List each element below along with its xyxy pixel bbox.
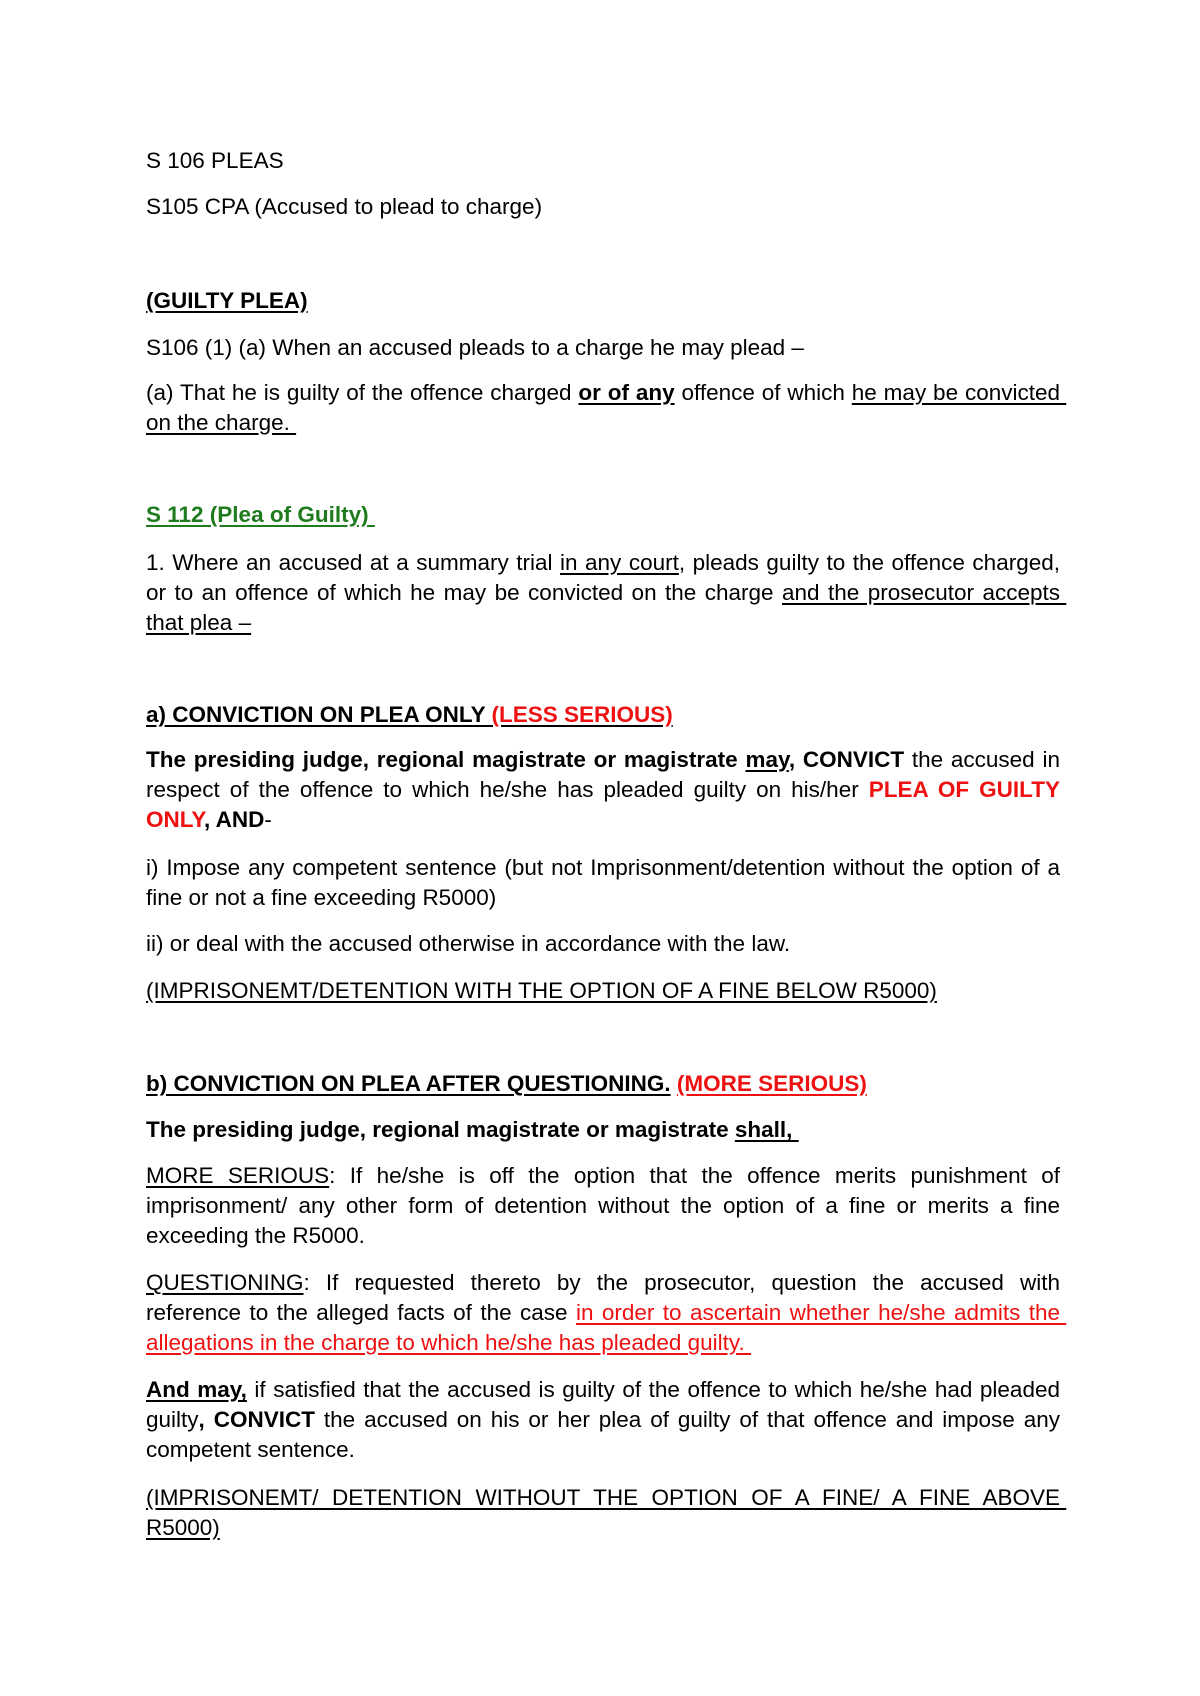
section-a-item-i [146,853,1067,913]
section-b-shall: shall, [734,1117,799,1142]
section-b-summary-text: (IMPRISONEMT/ DETENTION WITHOUT THE OPTION OF A FINE/ A FINE ABOVE R5000) [146,1485,1067,1540]
section-a-heading-text: a) CONVICTION ON PLEA ONLY [146,702,492,727]
heading-s106-pleas [146,146,1060,176]
section-b-questioning [146,1268,1067,1358]
section-a-may: may [745,747,789,772]
guilty-plea-text: (GUILTY PLEA) [146,288,308,313]
section-a-convict: , CONVICT [788,747,905,772]
section-a-para1 [146,745,1067,835]
section-b-heading [146,1069,1060,1099]
section-b-more-serious-tag: (MORE SERIOUS) [676,1071,867,1096]
and-may-convict: , CONVICT [198,1407,315,1432]
s106-intro [146,333,1060,363]
section-a-part4: the accused in respect of the offence to which he/she has pleaded guilty on his/her [146,747,1067,802]
section-a-plea-of-guilty-only: PLEA OF GUILTY ONLY [146,777,1067,832]
section-b-summary [146,1483,1067,1543]
more-serious-label: MORE SERIOUS [146,1163,330,1188]
questioning-text: : If requested thereto by the prosecutor, question the accused with reference to the alleged facts of the case [146,1270,1067,1325]
more-serious-text: : If he/she is off the option that the offence merits punishment of imprisonment/ any other form of detention without the option of a fine or merits a fine exceeding the R5000. [146,1163,1067,1248]
and-may-label: And may, [146,1377,247,1402]
s106-a-part1: (a) That he is guilty of the offence charged [146,380,579,405]
s105-text: S105 CPA (Accused to plead to charge) [146,194,543,219]
section-a-item-ii-text: ii) or deal with the accused otherwise in accordance with the law. [146,931,791,956]
questioning-label: QUESTIONING [146,1270,304,1295]
s112-part1: 1. Where an accused at a summary trial [146,550,560,575]
section-a-summary [146,976,1060,1006]
section-b-heading-text: b) CONVICTION ON PLEA AFTER QUESTIONING. [146,1071,671,1096]
s106-a-paragraph [146,378,1067,438]
section-a-dash: - [264,807,272,832]
section-b-and-may [146,1375,1067,1465]
section-a-summary-text: (IMPRISONEMT/DETENTION WITH THE OPTION OF A FINE BELOW R5000) [146,978,937,1003]
section-b-intro [146,1115,1060,1145]
s106-a-convicted-on-charge: he may be convicted on the charge. [146,380,1067,435]
s112-in-any-court: in any court [560,550,679,575]
s112-part3: , pleads guilty to the offence charged, or to an offence of which he may be convicted on the charge [146,550,1067,605]
s106-a-or-of-any: or of any [578,380,675,405]
section-a-less-serious-tag: (LESS SERIOUS) [491,702,673,727]
and-may-part2: if satisfied that the accused is guilty of the offence to which he/she had pleaded guilty [146,1377,1067,1432]
section-b-more-serious [146,1161,1067,1251]
section-a-heading [146,700,1060,730]
s112-heading [146,500,1060,530]
s112-heading-text: S 112 (Plea of Guilty) [146,502,375,527]
guilty-plea-heading [146,286,1060,316]
and-may-part4: the accused on his or her plea of guilty of that offence and impose any competent sentence. [146,1407,1067,1462]
heading-s106-text: S 106 PLEAS [146,148,284,173]
s112-prosecutor-accepts: and the prosecutor accepts that plea – [146,580,1067,635]
section-a-and: , AND [203,807,265,832]
section-b-presiding: The presiding judge, regional magistrate or magistrate [146,1117,735,1142]
section-a-item-i-text: i) Impose any competent sentence (but not Imprisonment/detention without the option of a fine or not a fine exceeding R5000) [146,855,1067,910]
s112-paragraph [146,548,1067,638]
s105-line [146,192,1060,222]
questioning-red-text: in order to ascertain whether he/she admits the allegations in the charge to which he/she has pleaded guilty. [146,1300,1067,1355]
section-a-item-ii [146,929,1060,959]
s106-a-part3: offence of which [674,380,852,405]
section-a-presiding: The presiding judge, regional magistrate or magistrate [146,747,746,772]
s106-intro-text: S106 (1) (a) When an accused pleads to a charge he may plead – [146,335,804,360]
